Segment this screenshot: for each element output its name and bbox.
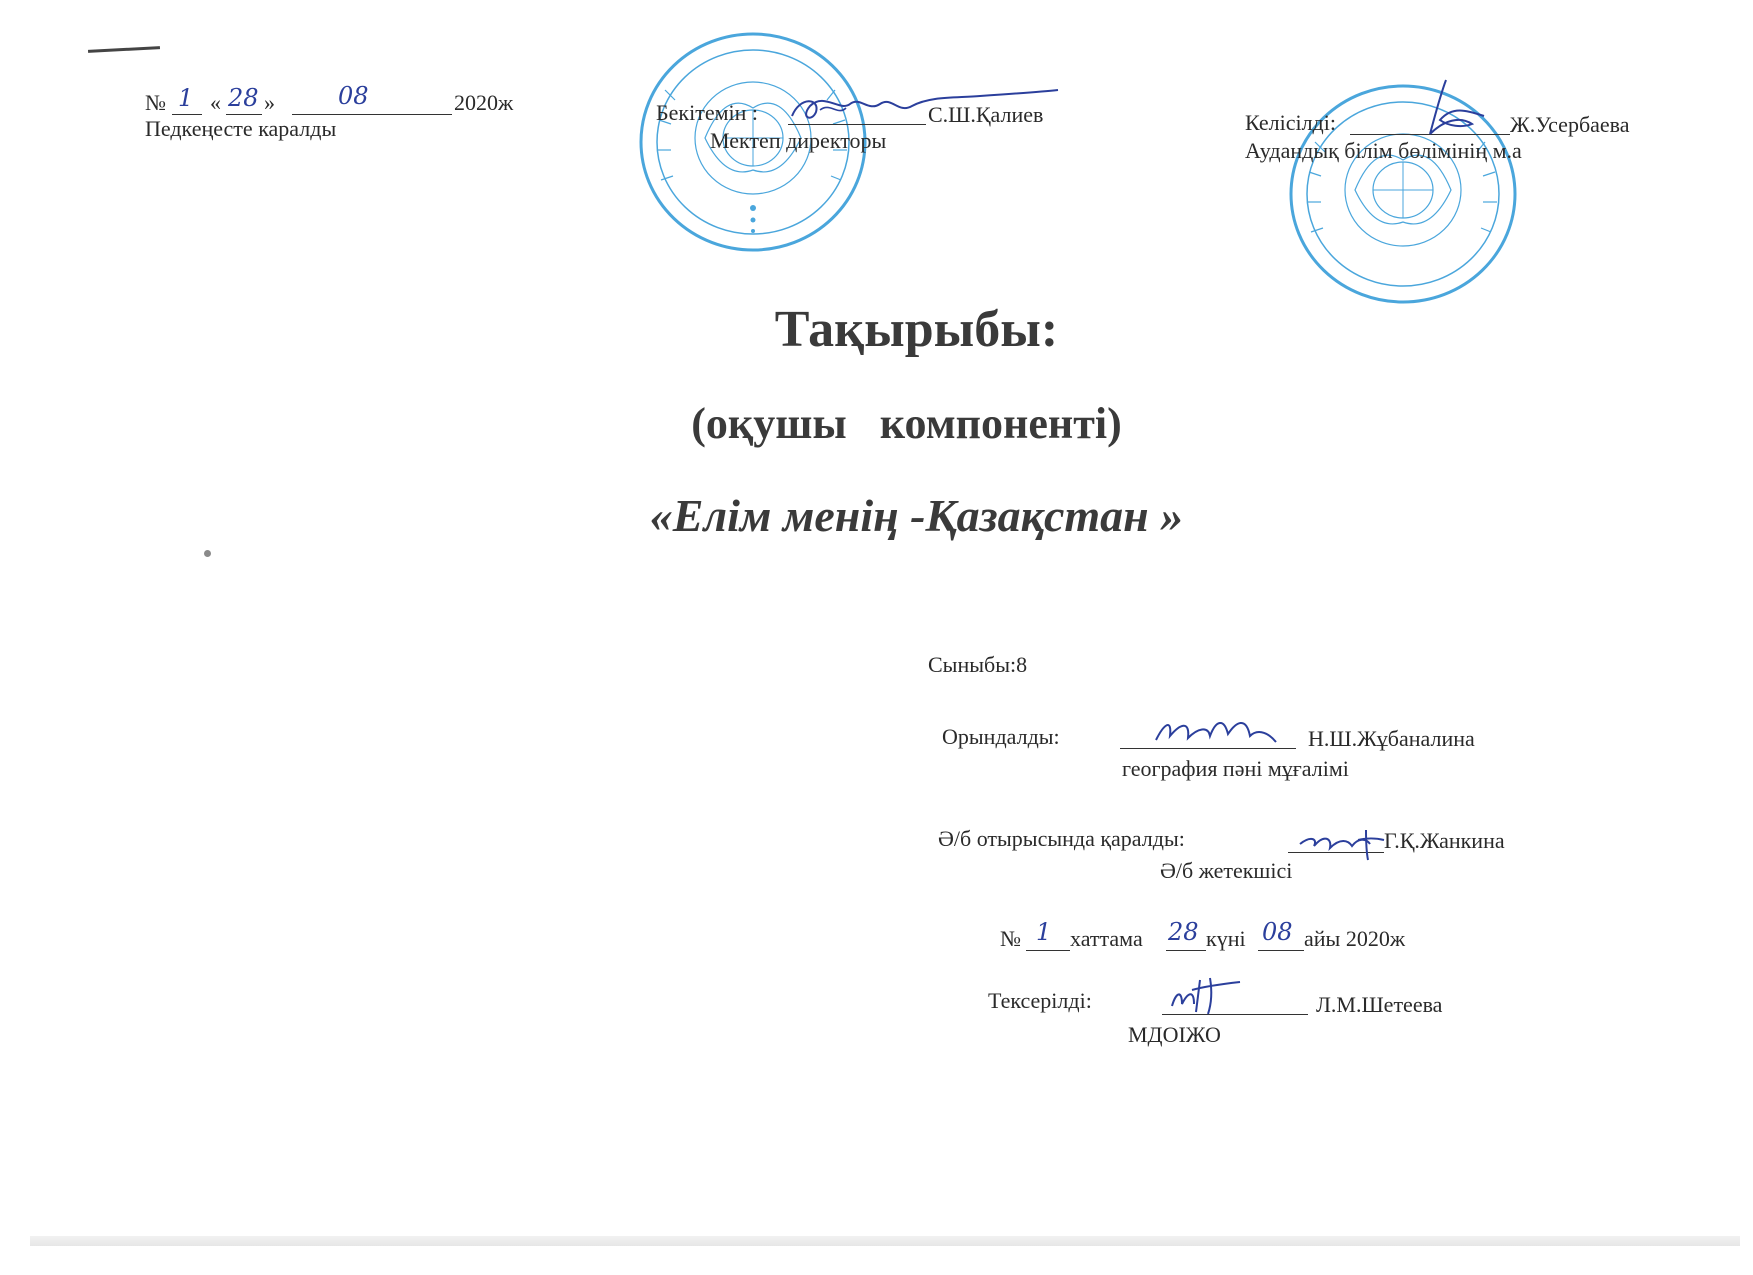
protocol-no-line — [172, 114, 202, 115]
mo-role: Ә/б жетекшісі — [1160, 858, 1293, 883]
performed-signature — [1150, 706, 1280, 752]
checked-label: Тексерілді: — [988, 988, 1092, 1013]
year-label: 2020ж — [454, 90, 514, 115]
director-name: С.Ш.Қалиев — [928, 102, 1044, 127]
protocol-no-label: № — [1000, 926, 1021, 951]
performed-label: Орындалды: — [942, 724, 1060, 749]
scan-speck — [204, 550, 211, 557]
month-handwritten: 08 — [338, 82, 369, 110]
component-subtitle: (оқушы компоненті) — [691, 399, 1122, 448]
department-name: Ж.Усербаева — [1510, 112, 1630, 137]
approve-label: Бекітемін : — [656, 100, 758, 125]
month-line — [292, 114, 452, 115]
topic-heading: Тақырыбы: — [774, 301, 1059, 358]
checked-role: МДОІЖО — [1128, 1022, 1221, 1047]
checked-name: Л.М.Шетеева — [1316, 992, 1443, 1017]
agree-label: Келісілді: — [1245, 110, 1336, 135]
performed-role: география пәні мұғалімі — [1122, 756, 1349, 781]
protocol-no-value: 1 — [1036, 918, 1052, 946]
protocol-day-value: 28 — [1168, 918, 1199, 946]
pedsovet-note: Педкеңесте каралды — [145, 116, 337, 141]
mo-signature — [1296, 816, 1388, 862]
grade-label: Сыныбы:8 — [928, 652, 1028, 677]
protocol-month-value: 08 — [1262, 918, 1293, 946]
day-label: күні — [1206, 926, 1246, 951]
event-title: «Елім менің -Қазақстан » — [649, 490, 1184, 541]
mo-label: Ә/б отырысында қаралды: — [938, 826, 1185, 851]
protocol-no-handwritten: 1 — [178, 84, 194, 112]
quote-open: « — [210, 90, 221, 115]
protocol-day-underline — [1166, 950, 1206, 951]
department-role: Аудандық білім бөлімінің м.а — [1245, 138, 1522, 163]
month-year-label: айы 2020ж — [1304, 926, 1406, 951]
performed-name: Н.Ш.Жұбаналина — [1308, 726, 1475, 751]
protocol-label: хаттама — [1070, 926, 1143, 951]
protocol-month-underline — [1258, 950, 1304, 951]
no-label: № — [145, 90, 166, 115]
protocol-no-underline — [1026, 950, 1070, 951]
scan-bottom-edge — [30, 1236, 1740, 1246]
director-role: Мектеп директоры — [710, 128, 887, 153]
scan-mark — [88, 46, 160, 53]
department-signature — [1400, 76, 1490, 146]
checked-signature — [1166, 972, 1246, 1018]
header-left — [145, 90, 166, 116]
mo-name: Г.Қ.Жанкина — [1384, 828, 1505, 853]
quote-close: » — [264, 90, 275, 115]
day-line — [226, 114, 262, 115]
day-handwritten: 28 — [228, 84, 259, 112]
